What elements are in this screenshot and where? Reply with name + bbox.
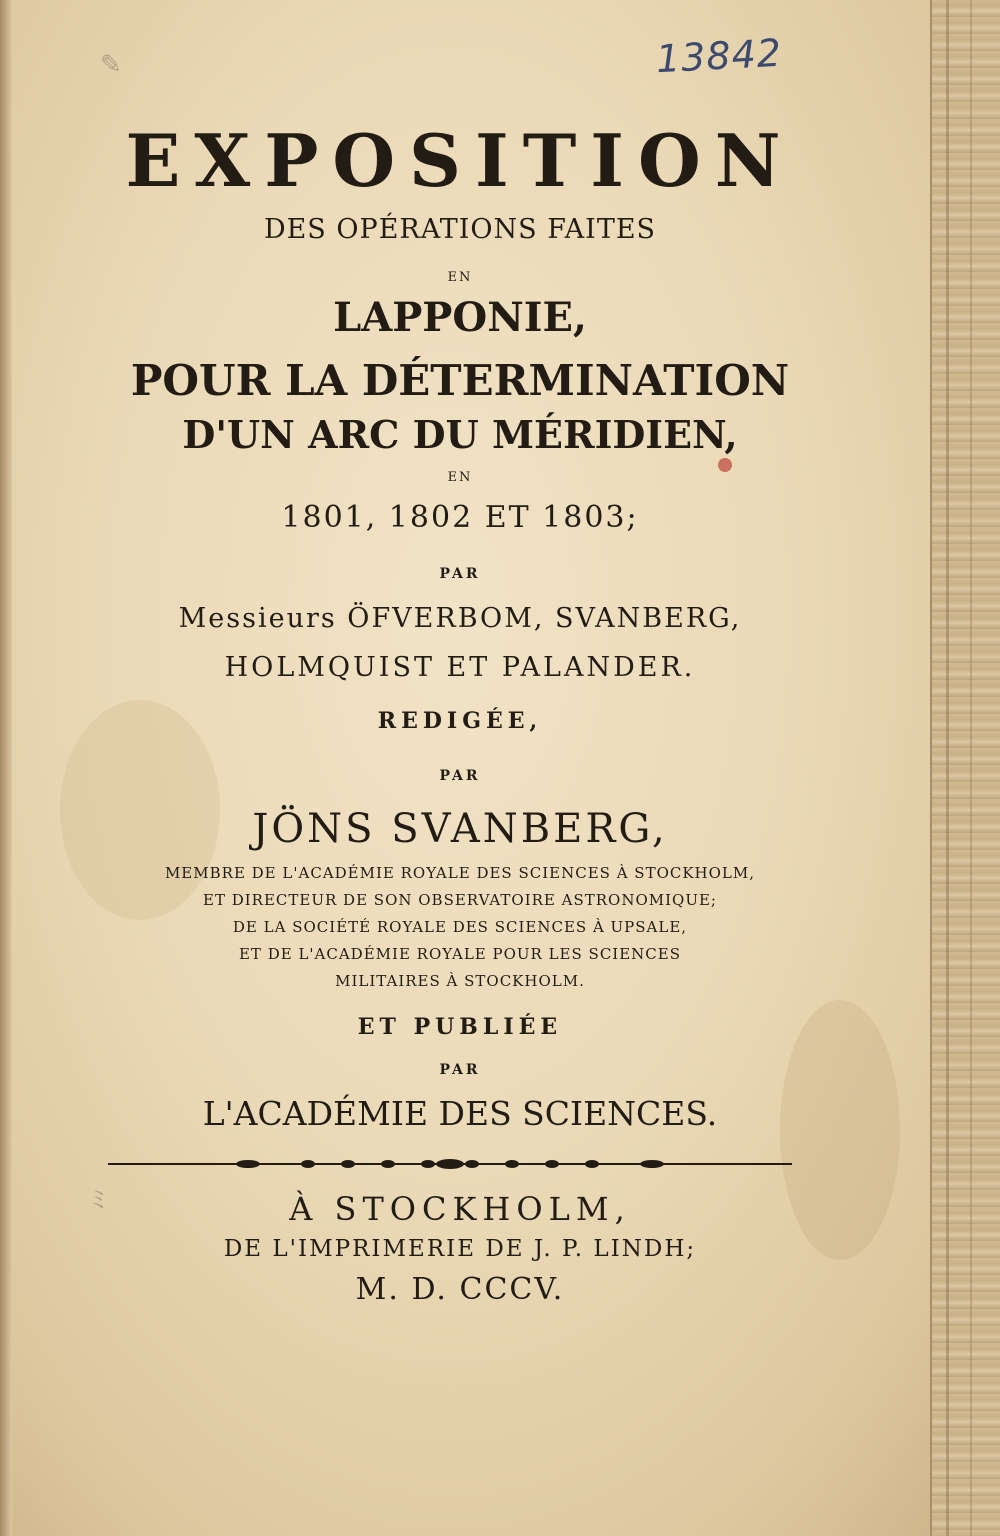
authors-line-1: Messieurs ÖFVERBOM, SVANBERG, [178,603,742,634]
publisher: L'ACADÉMIE DES SCIENCES. [202,1094,718,1133]
title: EXPOSITION [125,118,795,203]
connector-par: PAR [439,768,481,784]
ornamental-rule [108,1157,792,1171]
imprint-city: À STOCKHOLM, [289,1190,631,1228]
imprint-year: M. D. CCCV. [355,1272,565,1307]
deckled-page-edges [930,0,1000,1536]
publiee: ET PUBLIÉE [357,1014,563,1040]
faint-pencil-mark: ﾐ [92,1186,106,1216]
imprint-printer: DE L'IMPRIMERIE DE J. P. LINDH; [223,1236,697,1262]
connector-par: PAR [439,1062,481,1078]
connector-par: PAR [439,566,481,582]
connector-en: EN [447,470,473,485]
subtitle: DES OPÉRATIONS FAITES [263,214,657,245]
page-left-edge [0,0,12,1536]
purpose-line-2: D'UN ARC DU MÉRIDIEN, [182,412,738,457]
editor-name: JÖNS SVANBERG, [252,806,668,852]
faint-pencil-mark: ✎ [100,50,122,80]
redigee: REDIGÉE, [377,708,543,734]
credential-line: MEMBRE DE L'ACADÉMIE ROYALE DES SCIENCES À STOCKHOLM, [164,864,756,882]
credential-line: MILITAIRES À STOCKHOLM. [335,972,585,990]
credential-line: DE LA SOCIÉTÉ ROYALE DES SCIENCES À UPSALE, [232,918,688,936]
connector-en: EN [447,270,473,285]
place-name: LAPPONIE, [333,294,587,341]
credential-line: ET DIRECTEUR DE SON OBSERVATOIRE ASTRONOMIQUE; [203,891,717,909]
handwritten-shelfmark: 13842 [654,30,783,82]
purpose-line-1: POUR LA DÉTERMINATION [130,356,790,405]
authors-line-2: HOLMQUIST ET PALANDER. [224,652,696,683]
credential-line: ET DE L'ACADÉMIE ROYALE POUR LES SCIENCES [238,945,681,963]
years: 1801, 1802 ET 1803; [281,500,639,535]
